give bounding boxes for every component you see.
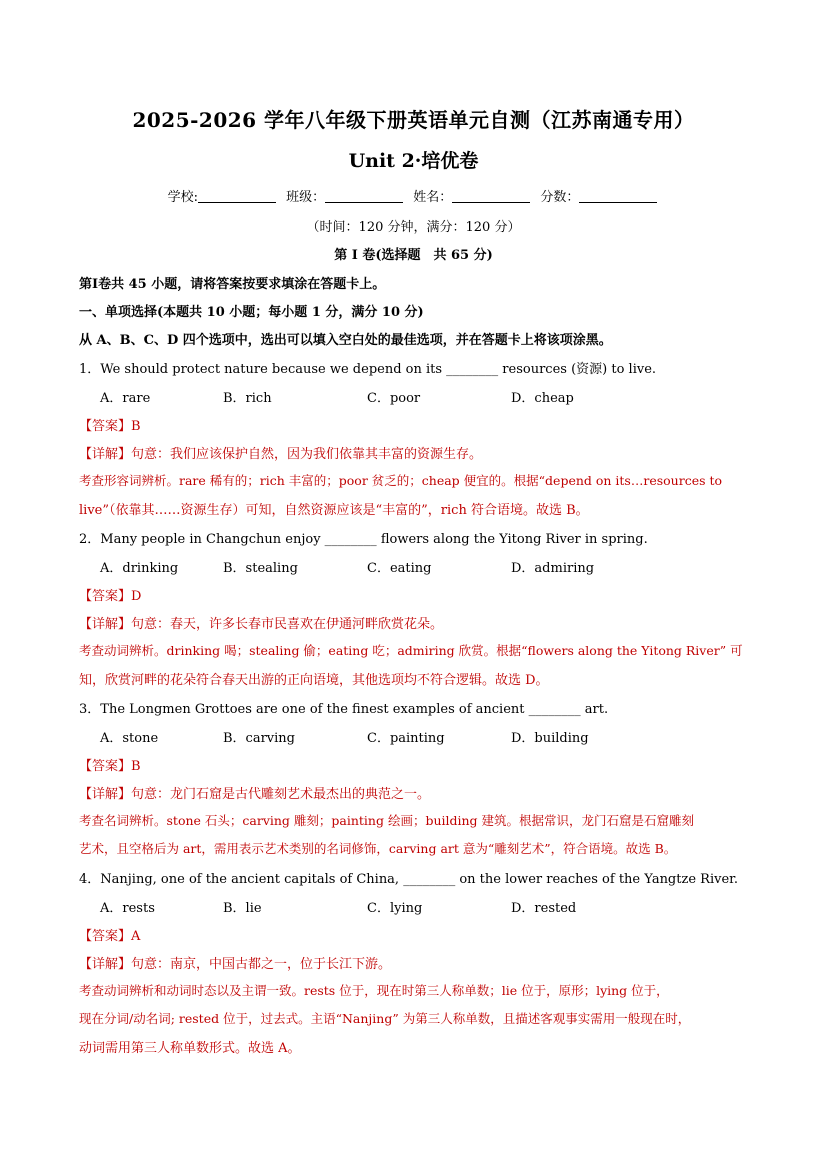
- detail-text: 句意：龙门石窟是古代雕刻艺术最杰出的典范之一。: [131, 787, 431, 802]
- q3-option-b: B．carving: [223, 731, 295, 746]
- score-label: 分数：: [540, 190, 580, 205]
- q1-option-b: B．rich: [223, 391, 272, 406]
- q3-analysis-line-1: 考查名词辨析。stone 石头；carving 雕刻；painting 绘画；building 建筑。根据常识，龙门石窟是石窟雕刻: [79, 813, 695, 828]
- question-stem-3: 3．The Longmen Grottoes are one of the finest examples of ancient ________ art.: [79, 702, 609, 717]
- q2-analysis-line-2: 知，欣赏河畔的花朵符合春天出游的正向语境，其他选项均不符合逻辑。故选 D。: [79, 673, 549, 688]
- class-label: 班级：: [286, 190, 326, 205]
- q3-option-c: C．painting: [367, 731, 445, 746]
- score-blank[interactable]: [579, 189, 657, 203]
- q2-analysis-line-1: 考查动词辨析。drinking 喝；stealing 偷；eating 吃；admiring 欣赏。根据“flowers along the Yitong River” 可: [79, 643, 743, 658]
- answer-value: D: [131, 589, 142, 604]
- answer-label: 【答案】: [79, 929, 132, 944]
- section-heading: 第 I 卷(选择题 共 65 分): [334, 248, 493, 263]
- answer-value: A: [131, 929, 141, 944]
- q2-detail: [79, 613, 759, 632]
- q4-analysis-line-2: 现在分词/动名词; rested 位于，过去式。主语“Nanjing” 为第三人称单数，且描述客观事实需用一般现在时，: [79, 1011, 691, 1026]
- q2-option-c: C．eating: [367, 561, 432, 576]
- q4-detail: [79, 953, 759, 972]
- answer-label: 【答案】: [79, 759, 132, 774]
- q4-option-b: B．lie: [223, 901, 262, 916]
- student-info-line: [0, 186, 827, 205]
- q4-analysis-line-3: 动词需用第三人称单数形式。故选 A。: [79, 1041, 301, 1056]
- q1-analysis-line-1: 考查形容词辨析。rare 稀有的；rich 丰富的；poor 贫乏的；cheap 便宜的。根据“depend on its…resources to: [79, 473, 723, 488]
- name-blank[interactable]: [452, 189, 530, 203]
- question-stem-1: 1．We should protect nature because we depend on its ________ resources (资源) to live.: [79, 362, 657, 377]
- detail-label: 【详解】: [79, 447, 132, 462]
- instruction-line-1: 第I卷共 45 小题，请将答案按要求填涂在答题卡上。: [79, 277, 386, 292]
- school-blank[interactable]: [198, 189, 276, 203]
- q1-detail: [79, 443, 759, 462]
- q1-analysis-line-2: live”（依靠其……资源生存）可知，自然资源应该是“丰富的”，rich 符合语境。故选 B。: [79, 503, 589, 518]
- q3-option-d: D．building: [511, 731, 589, 746]
- q3-option-a: A．stone: [100, 731, 159, 746]
- instruction-line-3: 从 A、B、C、D 四个选项中，选出可以填入空白处的最佳选项，并在答题卡上将该项涂黑。: [79, 333, 612, 348]
- q4-option-d: D．rested: [511, 901, 577, 916]
- detail-text: 句意：春天，许多长春市民喜欢在伊通河畔欣赏花朵。: [131, 617, 444, 632]
- question-stem-2: 2．Many people in Changchun enjoy ________ flowers along the Yitong River in spring.: [79, 532, 648, 547]
- document-title: 2025-2026 学年八年级下册英语单元自测（江苏南通专用）: [132, 108, 695, 132]
- question-stem-4: 4．Nanjing, one of the ancient capitals of China, ________ on the lower reaches of the Yangtze River.: [79, 872, 739, 887]
- time-note: （时间：120 分钟，满分：120 分）: [306, 220, 521, 235]
- class-blank[interactable]: [325, 189, 403, 203]
- name-label: 姓名：: [413, 190, 453, 205]
- answer-value: B: [131, 419, 141, 434]
- q3-answer: [79, 755, 759, 774]
- q2-option-a: A．drinking: [100, 561, 179, 576]
- q2-option-b: B．stealing: [223, 561, 298, 576]
- detail-label: 【详解】: [79, 957, 132, 972]
- school-label: 学校:: [167, 190, 198, 205]
- answer-value: B: [131, 759, 141, 774]
- q4-option-a: A．rests: [100, 901, 155, 916]
- answer-label: 【答案】: [79, 419, 132, 434]
- detail-text: 句意：我们应该保护自然，因为我们依靠其丰富的资源生存。: [131, 447, 483, 462]
- document-subtitle: Unit 2·培优卷: [348, 150, 479, 172]
- detail-label: 【详解】: [79, 787, 132, 802]
- q2-answer: [79, 585, 759, 604]
- q2-option-d: D．admiring: [511, 561, 595, 576]
- detail-label: 【详解】: [79, 617, 132, 632]
- q4-option-c: C．lying: [367, 901, 423, 916]
- detail-text: 句意：南京，中国古都之一，位于长江下游。: [131, 957, 392, 972]
- q4-analysis-line-1: 考查动词辨析和动词时态以及主谓一致。rests 位于，现在时第三人称单数；lie 位于，原形；lying 位于，: [79, 983, 669, 998]
- q1-option-a: A．rare: [100, 391, 151, 406]
- q3-detail: [79, 783, 759, 802]
- q1-option-d: D．cheap: [511, 391, 574, 406]
- answer-label: 【答案】: [79, 589, 132, 604]
- q1-answer: [79, 415, 759, 434]
- q4-answer: [79, 925, 759, 944]
- q1-option-c: C．poor: [367, 391, 421, 406]
- q3-analysis-line-2: 艺术，且空格后为 art，需用表示艺术类别的名词修饰，carving art 意为“雕刻艺术”，符合语境。故选 B。: [79, 841, 677, 856]
- part-heading: 一、单项选择(本题共 10 小题；每小题 1 分，满分 10 分): [79, 305, 424, 320]
